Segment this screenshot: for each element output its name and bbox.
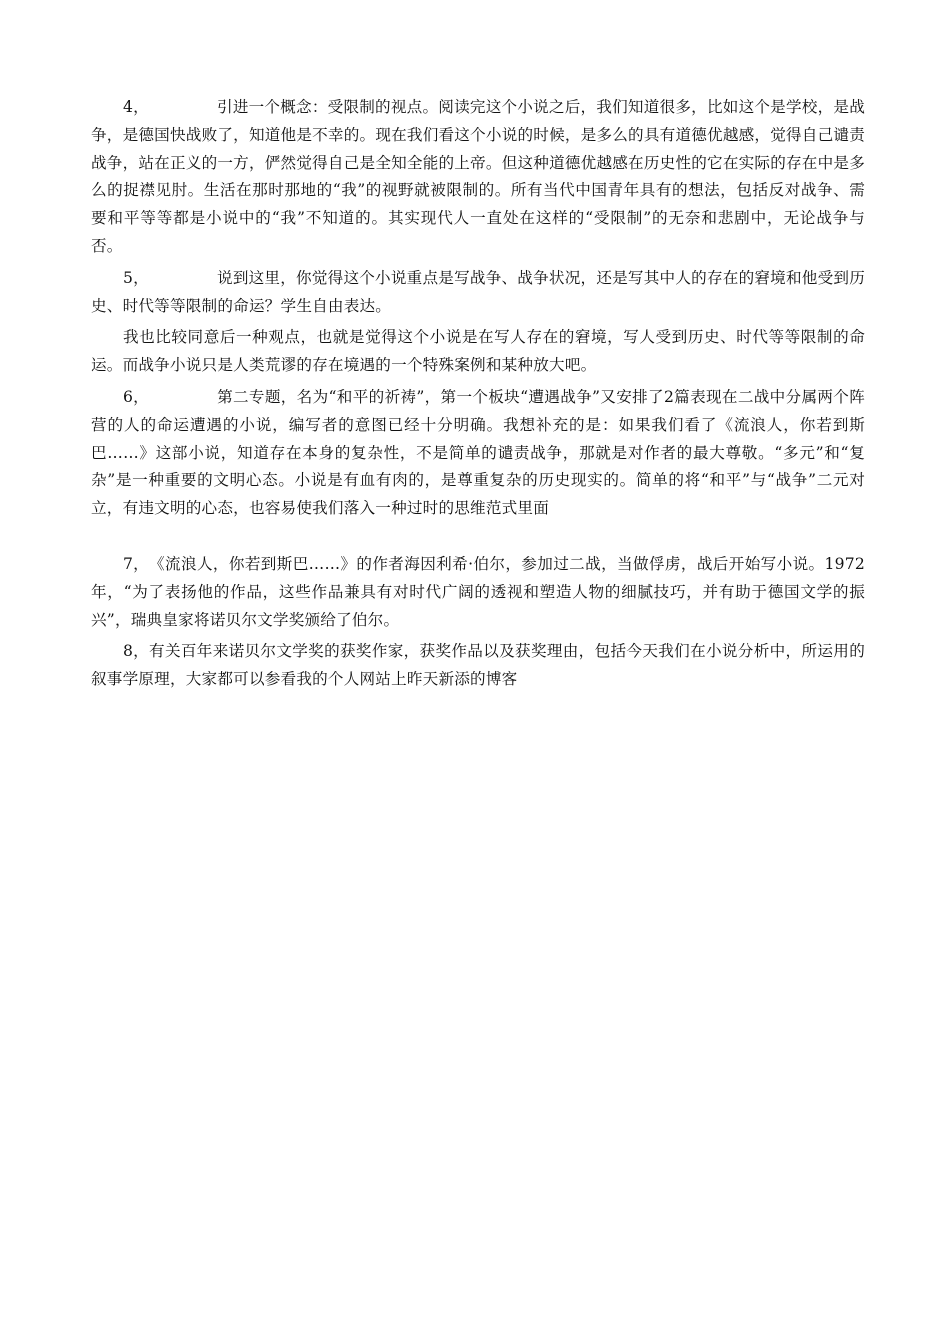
paragraph-text: 第二专题，名为“和平的祈祷”，第一个板块“遭遇战争”又安排了2篇表现在二战中分属两个阵营的人的命运遭遇的小说，编写者的意图已经十分明确。我想补充的是：如果我们看了《流浪人，你若到斯巴……》这部小说，知道存在本身的复杂性，不是简单的谴责战争，那就是对作者的最大尊敬。“多元”和“复杂”是一种重要的文明心态。小说是有血有肉的，是尊重复杂的历史现实的。简单的将“和平”与“战争”二元对立，有违文明的心态，也容易使我们落入一种过时的思维范式里面	[91, 387, 865, 518]
paragraph-number: 8，	[123, 642, 149, 661]
paragraph-5-continued	[91, 324, 865, 380]
paragraph-6	[91, 384, 865, 523]
paragraph-text: 我也比较同意后一种观点，也就是觉得这个小说是在写人存在的窘境，写人受到历史、时代等等限制的命运。而战争小说只是人类荒谬的存在境遇的一个特殊案例和某种放大吧。	[91, 328, 865, 375]
paragraph-4	[91, 94, 865, 261]
paragraph-text: 《流浪人，你若到斯巴……》的作者海因利希·伯尔，参加过二战，当做俘虏，战后开始写小说。1972年，“为了表扬他的作品，这些作品兼具有对时代广阔的透视和塑造人物的细腻技巧，并有助于德国文学的振兴”，瑞典皇家将诺贝尔文学奖颁给了伯尔。	[91, 554, 865, 629]
paragraph-text: 有关百年来诺贝尔文学奖的获奖作家，获奖作品以及获奖理由，包括今天我们在小说分析中，所运用的叙事学原理，大家都可以参看我的个人网站上昨天新添的博客	[91, 642, 865, 689]
paragraph-number: 5，	[123, 268, 149, 287]
paragraph-number: 7，	[123, 554, 149, 573]
paragraph-gap	[91, 527, 865, 551]
paragraph-7	[91, 551, 865, 634]
paragraph-text: 说到这里，你觉得这个小说重点是写战争、战争状况，还是写其中人的存在的窘境和他受到历史、时代等等限制的命运？学生自由表达。	[91, 268, 865, 315]
paragraph-5	[91, 265, 865, 321]
paragraph-text: 引进一个概念：受限制的视点。阅读完这个小说之后，我们知道很多，比如这个是学校，是战争，是德国快战败了，知道他是不幸的。现在我们看这个小说的时候，是多么的具有道德优越感，觉得自己谴责战争，站在正义的一方，俨然觉得自己是全知全能的上帝。但这种道德优越感在历史性的它在实际的存在中是多么的捉襟见肘。生活在那时那地的“我”的视野就被限制的。所有当代中国青年具有的想法，包括反对战争、需要和平等等都是小说中的“我”不知道的。其实现代人一直处在这样的“受限制”的无奈和悲剧中，无论战争与否。	[91, 98, 865, 255]
paragraph-number: 6，	[123, 387, 149, 406]
document-page	[91, 94, 865, 698]
paragraph-8	[91, 638, 865, 694]
paragraph-number: 4，	[123, 98, 149, 116]
